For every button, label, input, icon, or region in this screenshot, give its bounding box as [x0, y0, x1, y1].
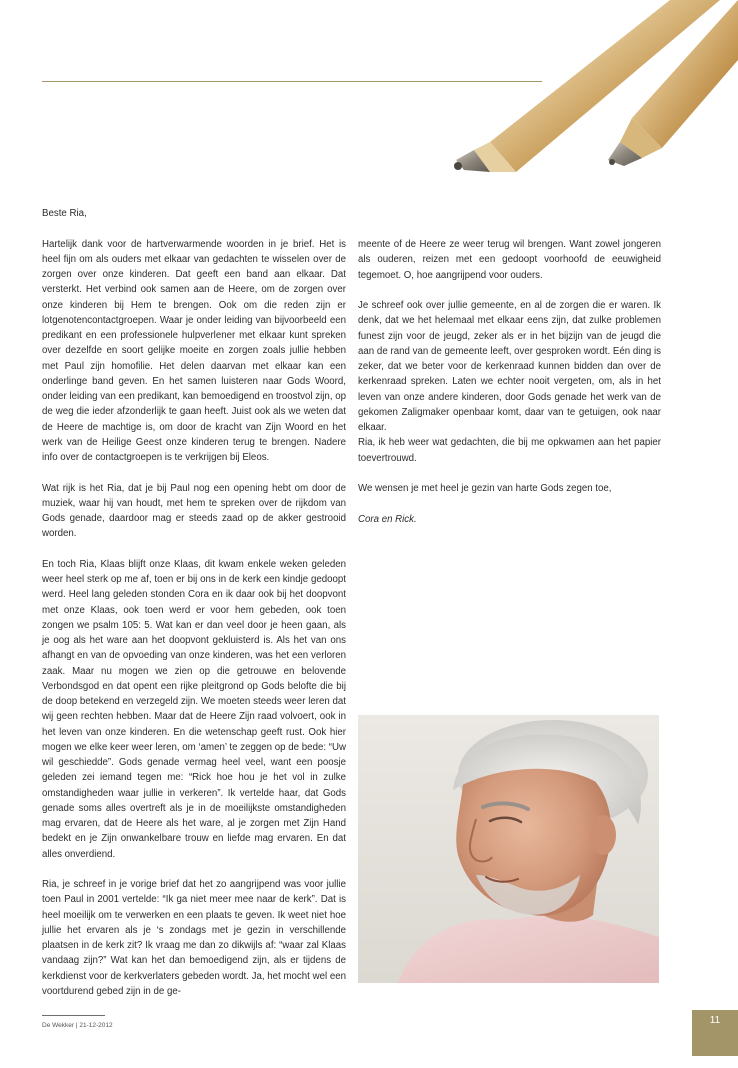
paragraph: meente of de Heere ze weer terug wil brengen. Want zowel jongeren als ouderen, reizen met een gedoopt voorhoofd de eeuwigheid tegemoet. O, hoe aangrijpend voor ouders. [358, 239, 661, 281]
paragraph: Hartelijk dank voor de hartverwarmende woorden in je brief. Het is heel fijn om als ouders met elkaar van gedachten te wisselen over de zorgen over onze kinderen. Dat geeft een band aan elkaar. Dat versterkt. Het verbind ook samen aan de Heere, om de zorgen over onze kinderen bij Hem te brengen. Ook om die reden zijn er lotgenotencontactgroepen. Waar je onder leiding van bijvoorbeeld een predikant en een professionele hulpverlener met elkaar kunt spreken over dezelfde en soort gelijke moeite en zorgen zoals jullie hebben met Paul zijn homofilie. Het delen daarvan met elkaar kan een onderlinge band geven. En het samen luisteren naar Gods Woord, onder leiding van een predikant, kan bemoedigend en troostvol zijn, op de weg die ieder afzonderlijk te gaan heeft. Juist ook als we weten dat de Heere de machtige is, om door de kracht van Zijn Woord en het werk van de Heilige Geest onze kinderen terug te brengen. Nadere info over de contactgroepen is te verkrijgen bij Eleos. [42, 238, 346, 463]
portrait-photo [358, 715, 659, 983]
pens-illustration [420, 0, 738, 200]
page-number: 11 [692, 1010, 738, 1056]
paragraph: Wat rijk is het Ria, dat je bij Paul nog een opening hebt om door de muziek, waar hij van houdt, met hem te spreken over de rijkdom van Gods genade, daardoor mag er steeds zaad op de akker gestrooid worden. [42, 482, 346, 540]
greeting: Beste Ria, [42, 208, 87, 219]
paragraph: We wensen je met heel je gezin van harte Gods zegen toe, [358, 483, 612, 494]
paragraph: Ria, je schreef in je vorige brief dat het zo aangrijpend was voor jullie toen Paul in 2001 vertelde: “Ik ga niet meer mee naar de kerk”. Dat is heel moeilijk om te verwerken en een plaats te geven. Ik weet niet hoe jullie het ervaren als je ‘s zondags met je gezin in verschillende plaatsen in de kerk zit? Ik vraag me dan zo dikwijls af: “waar zal Klaas vandaag zijn?” Wat kan het dan bemoedigend zijn, als er tijdens de kerkdienst voor de kerkverlaters gebeden wordt. Ja, het mocht wel een voortdurend gebed zijn in de ge- [42, 879, 346, 997]
article-right-column [358, 237, 661, 527]
paragraph: Je schreef ook over jullie gemeente, en al de zorgen die er waren. Ik denk, dat we het helemaal met elkaar eens zijn, dat zulke problemen funest zijn voor de jeugd, zeker als er in het bijzijn van de jeugd die aan de rand van de gemeente leeft, over gesproken wordt. Eén ding is zeker, dat we beter voor de kerkenraad kunnen bidden dan over de kerkenraad spreken. Laten we echter nooit vergeten, om, als in het leven van onze andere kinderen, door Gods genade het werk van de gekomen Zaligmaker openbaar komt, daar van te getuigen, ook naar elkaar. [358, 300, 661, 433]
signature: Cora en Rick. [358, 513, 417, 525]
paragraph: Ria, ik heb weer wat gedachten, die bij me opkwamen aan het papier toevertrouwd. [358, 437, 661, 464]
paragraph: En toch Ria, Klaas blijft onze Klaas, dit kwam enkele weken geleden weer heel sterk op me af, toen er bij ons in de kerk een kindje gedoopt werd. Heel lang geleden stonden Cora en ik daar ook bij het doopvont met onze Klaas, ook toen werd er voor hem gebeden, ook toen zongen we psalm 105: 5. Wat kan er dan veel door je heen gaan, als je oog als het ware aan het doopvont gekluisterd is. Als het van ons afhangt en van de opvoeding van onze kinderen, was het een verloren zaak. Maar nu mogen we zien op die getrouwe en belovende Verbondsgod en dat opent een rijke pleitgrond op Gods belofte die bij de doop betekend en verzegeld zijn. We moeten steeds weer leren dat wij geen rechten hebben. Maar dat de Heere Zijn raad volvoert, ook in het leven van onze kinderen. En die wetenschap geeft rust. Ook hier mogen we elke keer weer leren, om ‘amen’ te zeggen op de bede: “Uw wil geschiedde”. Gods genade vermag heel veel, want een poosje geleden zei iemand tegen me: “Rick hoe hou je het vol in zulke omstandigheden waar jullie in verkeren”. Ik vertelde haar, dat Gods genade soms alles overtreft als je in de moeilijkste omstandigheden mag ervaren, dat de Heere als het ware, al je zorgen met Zijn Hand bedekt en je Zijn onwankelbare trouw en liefde mag ervaren. En dat alles onverdiend. [42, 558, 346, 860]
footer-publication: De Wekker | 21-12-2012 [42, 1022, 113, 1029]
footer-rule [42, 1015, 105, 1016]
article-left-column [42, 206, 346, 999]
